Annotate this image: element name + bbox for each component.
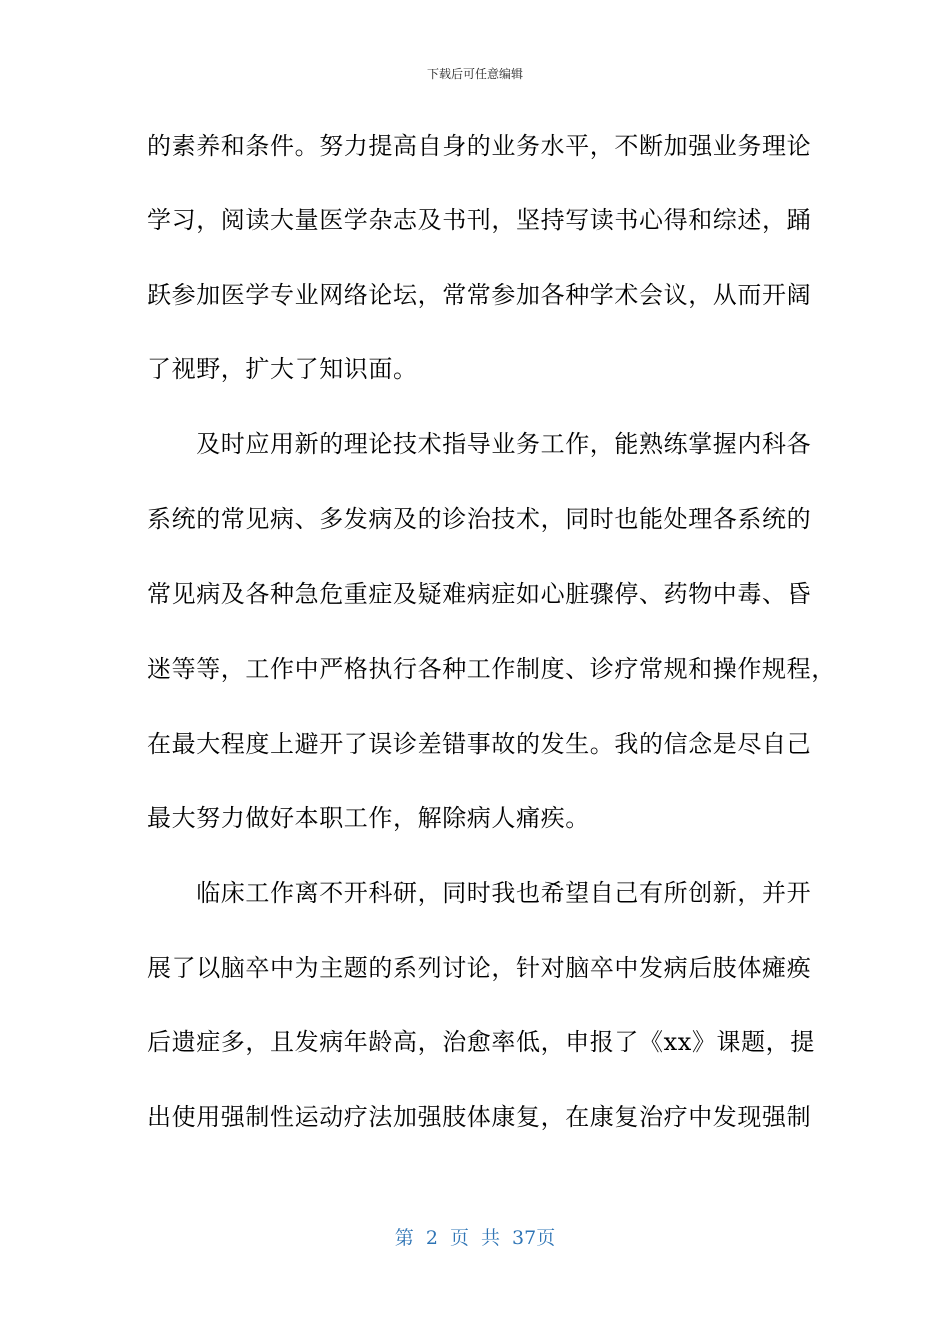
paragraph-line: 系统的常见病、多发病及的诊治技术，同时也能处理各系统的 [147,505,812,533]
paragraph-line: 在最大程度上避开了误诊差错事故的发生。我的信念是尽自己 [147,730,812,758]
paragraph-line: 出使用强制性运动疗法加强肢体康复，在康复治疗中发现强制 [147,1103,812,1131]
paragraph-line: 了视野，扩大了知识面。 [147,355,418,383]
paragraph-line: 的素养和条件。努力提高自身的业务水平，不断加强业务理论 [147,132,812,160]
page-header: 下载后可任意编辑 [426,67,523,81]
page-number-footer: 第 2 页 共 37页 [394,1227,556,1249]
paragraph-line: 跃参加医学专业网络论坛，常常参加各种学术会议，从而开阔 [147,281,812,309]
paragraph-line: 及时应用新的理论技术指导业务工作，能熟练掌握内科各 [147,430,812,458]
paragraph-line: 最大努力做好本职工作，解除病人痛疾。 [147,804,590,832]
paragraph-line: 学习，阅读大量医学杂志及书刊，坚持写读书心得和综述，踊 [147,206,812,234]
paragraph-line: 后遗症多，且发病年龄高，治愈率低，申报了《xx》课题，提 [147,1028,815,1056]
paragraph-line: 迷等等，工作中严格执行各种工作制度、诊疗常规和操作规程， [147,655,836,683]
paragraph-line: 临床工作离不开科研，同时我也希望自己有所创新，并开 [147,879,812,907]
paragraph-line: 展了以脑卒中为主题的系列讨论，针对脑卒中发病后肢体瘫痪 [147,954,812,982]
paragraph-line: 常见病及各种急危重症及疑难病症如心脏骤停、药物中毒、昏 [147,580,812,608]
